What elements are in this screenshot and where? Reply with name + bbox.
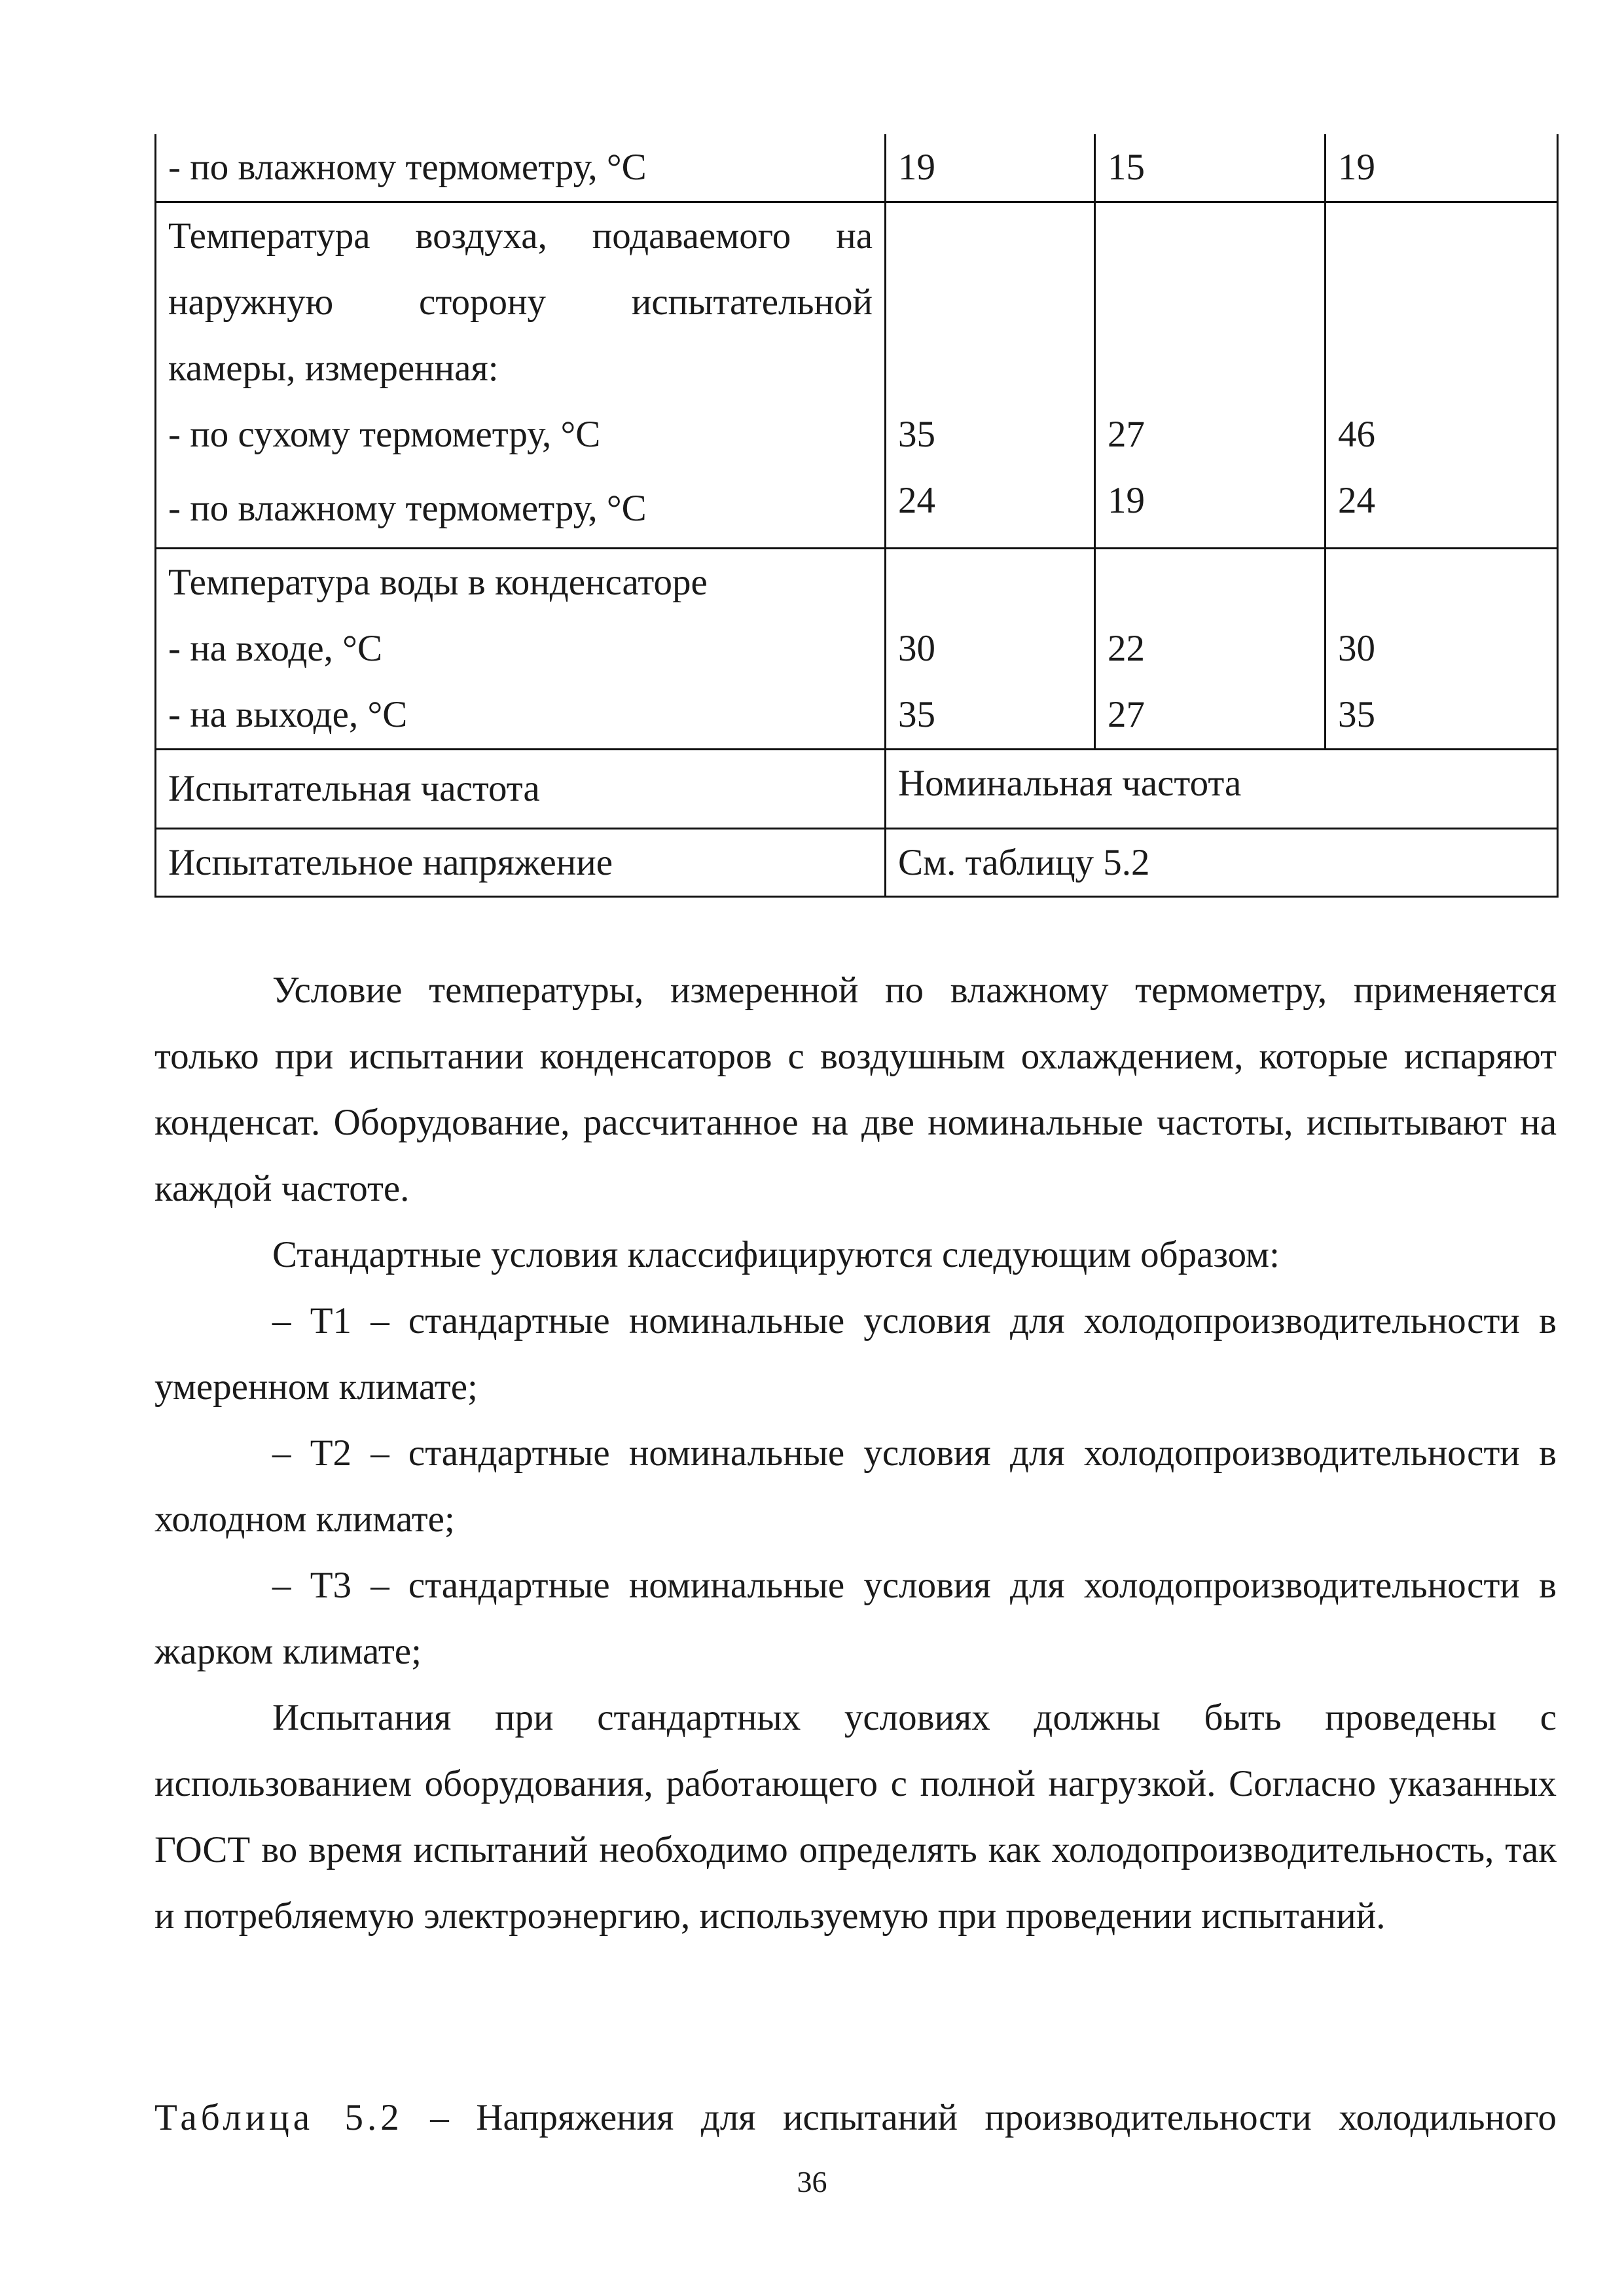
value: 35 — [1338, 693, 1375, 735]
value-cell — [1326, 134, 1558, 202]
value: 35 — [898, 413, 935, 455]
paragraph: Испытания при стандартных условиях должны быть проведены с использованием оборудования, работающего с полной нагрузкой. Согласно указанных ГОСТ во время испытаний необходимо определять как холодопроизводительность, так и потребляемую электроэнергию, используемую при проведении испытаний. — [154, 1697, 1557, 1937]
table-row — [156, 828, 1558, 896]
value-cell — [886, 548, 1095, 749]
row-label — [156, 749, 886, 828]
merged-value-cell — [886, 749, 1558, 828]
paragraph: Условие температуры, измеренной по влажному термометру, применяется только при испытании конденсаторов с воздушным охлаждением, которые испаряют конденсат. Оборудование, рассчитанное на две номинальные частоты, испытывают на каждой частоте. — [154, 970, 1557, 1209]
value: 27 — [1108, 413, 1145, 455]
value-cell — [1095, 134, 1326, 202]
value: Номинальная частота — [898, 762, 1242, 804]
table-row — [156, 749, 1558, 828]
value: 30 — [1338, 627, 1375, 669]
value: См. таблицу 5.2 — [898, 841, 1150, 883]
value-cell — [1095, 202, 1326, 548]
label-line: - на выходе, °С — [168, 693, 408, 735]
label-line: Температура воды в конденсаторе — [168, 561, 708, 603]
table-row — [156, 548, 1558, 749]
label-line: Испытательная частота — [168, 768, 540, 809]
table-caption — [154, 2085, 1557, 2151]
row-label — [156, 202, 886, 548]
value: 35 — [898, 693, 935, 735]
value-cell — [1326, 548, 1558, 749]
label-line: Испытательное напряжение — [168, 841, 613, 883]
value-cell — [1095, 548, 1326, 749]
value: 24 — [898, 479, 935, 521]
value: 19 — [1338, 147, 1375, 188]
row-label — [156, 828, 886, 896]
page-number: 36 — [797, 2165, 827, 2198]
table-row — [156, 134, 1558, 202]
table-row — [156, 202, 1558, 548]
value: 19 — [1108, 479, 1145, 521]
value: 46 — [1338, 413, 1375, 455]
value: 19 — [898, 147, 935, 188]
label-line: - по влажному термометру, °С — [168, 147, 647, 188]
label-line: - по влажному термометру, °С — [168, 487, 647, 529]
label-line: камеры, измеренная: — [168, 347, 499, 389]
value: 30 — [898, 627, 935, 669]
list-item: – Т3 – стандартные номинальные условия для холодопроизводительности в жарком климате; — [154, 1565, 1557, 1672]
list-item: – Т2 – стандартные номинальные условия для холодопроизводительности в холодном климате; — [154, 1432, 1557, 1540]
value: 15 — [1108, 147, 1145, 188]
value: 22 — [1108, 627, 1145, 669]
paragraph: Стандартные условия классифицируются следующим образом: — [272, 1234, 1280, 1275]
caption-label: Таблица 5.2 — [154, 2097, 403, 2138]
row-label — [156, 134, 886, 202]
value: 24 — [1338, 479, 1375, 521]
list-item: – Т1 – стандартные номинальные условия для холодопроизводительности в умеренном климате; — [154, 1300, 1557, 1408]
value-cell — [1326, 202, 1558, 548]
value-cell — [886, 202, 1095, 548]
label-line: - на входе, °С — [168, 627, 382, 669]
caption-text: – Напряжения для испытаний производительности холодильного — [430, 2097, 1557, 2138]
label-line: Температура воздуха, подаваемого на — [168, 215, 873, 257]
label-line: - по сухому термометру, °С — [168, 413, 601, 455]
row-label — [156, 548, 886, 749]
value: 27 — [1108, 693, 1145, 735]
merged-value-cell — [886, 828, 1558, 896]
label-line: наружную сторону испытательной — [168, 281, 873, 323]
conditions-table — [154, 134, 1559, 898]
value-cell — [886, 134, 1095, 202]
